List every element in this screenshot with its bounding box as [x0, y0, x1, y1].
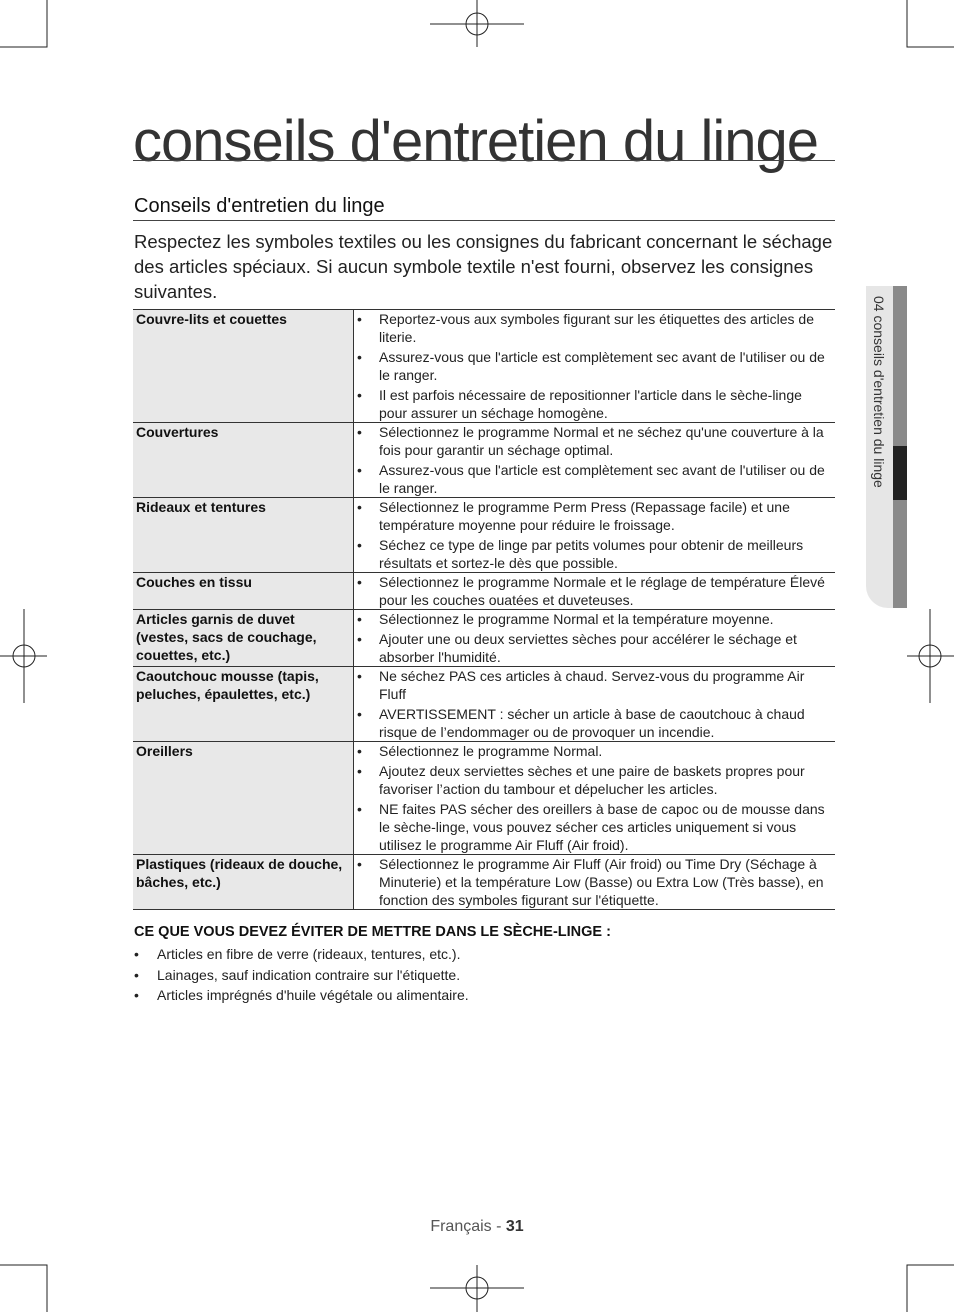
- bullet-icon: •: [357, 801, 362, 817]
- bullet-icon: •: [357, 462, 362, 478]
- table-tips-cell: [354, 610, 836, 667]
- bullet-icon: •: [357, 763, 362, 779]
- tip-text: Sélectionnez le programme Air Fluff (Air froid) ou Time Dry (Séchage à Minuterie) et la température Low (Basse) ou Extra Low (Très basse), en fonction des symboles figurant sur l'étiquette.: [379, 856, 824, 908]
- bullet-icon: •: [357, 311, 362, 327]
- list-item: [354, 705, 833, 741]
- tip-text: Assurez-vous que l'article est complètement sec avant de l'utiliser ou de le ranger.: [379, 462, 825, 496]
- table-tips-cell: [354, 423, 836, 498]
- list-item: [354, 348, 833, 384]
- tip-text: NE faites PAS sécher des oreillers à base de capoc ou de mousse dans le sèche-linge, vous pouvez sécher ces articles uniquement si vous utilisez le programme Air Fluff (Air froid).: [379, 801, 825, 853]
- list-item: [354, 800, 833, 854]
- table-category-cell: Oreillers: [133, 742, 354, 855]
- bullet-icon: •: [357, 349, 362, 365]
- tip-text: Ne séchez PAS ces articles à chaud. Servez-vous du programme Air Fluff: [379, 668, 805, 702]
- table-tips-cell: [354, 742, 836, 855]
- intro-paragraph: Respectez les symboles textiles ou les consignes du fabricant concernant le séchage des articles spéciaux. Si aucun symbole textile n'est fourni, observez les consignes suivantes.: [134, 231, 833, 302]
- side-tab-marker: [893, 446, 907, 500]
- bullet-icon: •: [134, 946, 139, 962]
- table-category-cell: Couvertures: [133, 423, 354, 498]
- table-category-cell: Articles garnis de duvet (vestes, sacs de couchage, couettes, etc.): [133, 610, 354, 667]
- section-title: Conseils d'entretien du linge: [134, 195, 385, 217]
- table-row: [133, 742, 835, 855]
- bullet-icon: •: [357, 611, 362, 627]
- tip-text: Sélectionnez le programme Normal.: [379, 743, 603, 759]
- bullet-icon: •: [357, 743, 362, 759]
- tips-list: [354, 498, 833, 572]
- list-item: [354, 423, 833, 459]
- tip-text: AVERTISSEMENT : sécher un article à base de caoutchouc à chaud risque de l’endommager ou de provoquer un incendie.: [379, 706, 805, 740]
- table-row: [133, 498, 835, 573]
- chapter-title-rule: [133, 160, 835, 161]
- avoid-title: CE QUE VOUS DEVEZ ÉVITER DE METTRE DANS LE SÈCHE-LINGE :: [134, 924, 611, 940]
- tips-list: [354, 742, 833, 854]
- bullet-icon: •: [357, 574, 362, 590]
- list-item: [354, 536, 833, 572]
- avoid-list: [134, 945, 469, 1007]
- tip-text: Reportez-vous aux symboles figurant sur les étiquettes des articles de literie.: [379, 311, 814, 345]
- list-item: [354, 573, 833, 609]
- tips-list: [354, 423, 833, 497]
- crosshair-right: [907, 609, 954, 703]
- crop-mark-bottom-right: [907, 1265, 954, 1312]
- care-table: [133, 309, 835, 910]
- table-tips-cell: [354, 310, 836, 423]
- tips-list: [354, 310, 833, 422]
- table-tips-cell: [354, 573, 836, 610]
- table-row: [133, 310, 835, 423]
- tips-list: [354, 667, 833, 741]
- bullet-icon: •: [357, 387, 362, 403]
- bullet-icon: •: [357, 424, 362, 440]
- list-item: [354, 630, 833, 666]
- table-row: [133, 610, 835, 667]
- table-category-cell: Rideaux et tentures: [133, 498, 354, 573]
- section-title-rule: [133, 220, 835, 221]
- side-tab-label: 04 conseils d'entretien du linge: [871, 296, 887, 488]
- tips-list: [354, 610, 833, 666]
- list-item: [354, 762, 833, 798]
- tips-list: [354, 573, 833, 609]
- list-item: [354, 667, 833, 703]
- table-row: [133, 855, 835, 910]
- page-footer: [0, 1218, 954, 1236]
- list-item: [134, 966, 469, 987]
- bullet-icon: •: [357, 856, 362, 872]
- table-tips-cell: [354, 498, 836, 573]
- tips-list: [354, 855, 833, 909]
- tip-text: Ajoutez deux serviettes sèches et une paire de baskets propres pour favoriser l’action du tambour et dépelucher les articles.: [379, 763, 805, 797]
- bullet-icon: •: [357, 668, 362, 684]
- table-category-cell: Couvre-lits et couettes: [133, 310, 354, 423]
- table-category-cell: Plastiques (rideaux de douche, bâches, etc.): [133, 855, 354, 910]
- list-item: [354, 855, 833, 909]
- table-tips-cell: [354, 667, 836, 742]
- list-item: [354, 310, 833, 346]
- list-item: [134, 986, 469, 1007]
- bullet-icon: •: [134, 966, 139, 983]
- tip-text: Ajouter une ou deux serviettes sèches pour accélérer le séchage et absorber l'humidité.: [379, 631, 797, 665]
- crosshair-top: [430, 0, 524, 47]
- bullet-icon: •: [134, 987, 139, 1003]
- list-item: [354, 610, 833, 628]
- avoid-item-text: Articles imprégnés d'huile végétale ou alimentaire.: [157, 987, 469, 1003]
- tip-text: Séchez ce type de linge par petits volumes pour obtenir de meilleurs résultats et sortez-le dès que possible.: [379, 537, 804, 571]
- list-item: [354, 461, 833, 497]
- list-item: [354, 742, 833, 760]
- avoid-item-text: Articles en fibre de verre (rideaux, tentures, etc.).: [157, 946, 461, 962]
- list-item: [354, 386, 833, 422]
- avoid-item-text: Lainages, sauf indication contraire sur l'étiquette.: [157, 966, 461, 983]
- crop-mark-bottom-left: [0, 1265, 47, 1312]
- tip-text: Sélectionnez le programme Normal et la température moyenne.: [379, 611, 774, 627]
- bullet-icon: •: [357, 499, 362, 515]
- list-item: [134, 945, 469, 966]
- tip-text: Il est parfois nécessaire de repositionner l'article dans le sèche-linge pour assurer un séchage homogène.: [379, 387, 802, 421]
- table-category-cell: Couches en tissu: [133, 573, 354, 610]
- crop-mark-top-right: [907, 0, 954, 47]
- table-row: [133, 423, 835, 498]
- list-item: [354, 498, 833, 534]
- table-row: [133, 573, 835, 610]
- crop-mark-top-left: [0, 0, 47, 47]
- bullet-icon: •: [357, 631, 362, 647]
- crosshair-bottom: [430, 1265, 524, 1312]
- chapter-title: conseils d'entretien du linge: [133, 109, 818, 174]
- footer-language: Français -: [430, 1218, 506, 1235]
- table-category-cell: Caoutchouc mousse (tapis, peluches, épaulettes, etc.): [133, 667, 354, 742]
- table-tips-cell: [354, 855, 836, 910]
- tip-text: Sélectionnez le programme Perm Press (Repassage facile) et une température moyenne pour réduire le froissage.: [379, 499, 790, 533]
- crosshair-left: [0, 609, 47, 703]
- page-number: 31: [505, 1218, 524, 1235]
- bullet-icon: •: [357, 706, 362, 722]
- bullet-icon: •: [357, 537, 362, 553]
- tip-text: Sélectionnez le programme Normale et le réglage de température Élevé pour les couches ouatées et duveteuses.: [379, 574, 825, 608]
- table-row: [133, 667, 835, 742]
- tip-text: Assurez-vous que l'article est complètement sec avant de l'utiliser ou de le ranger.: [379, 349, 825, 383]
- tip-text: Sélectionnez le programme Normal et ne séchez qu'une couverture à la fois pour garantir un séchage optimal.: [379, 424, 824, 458]
